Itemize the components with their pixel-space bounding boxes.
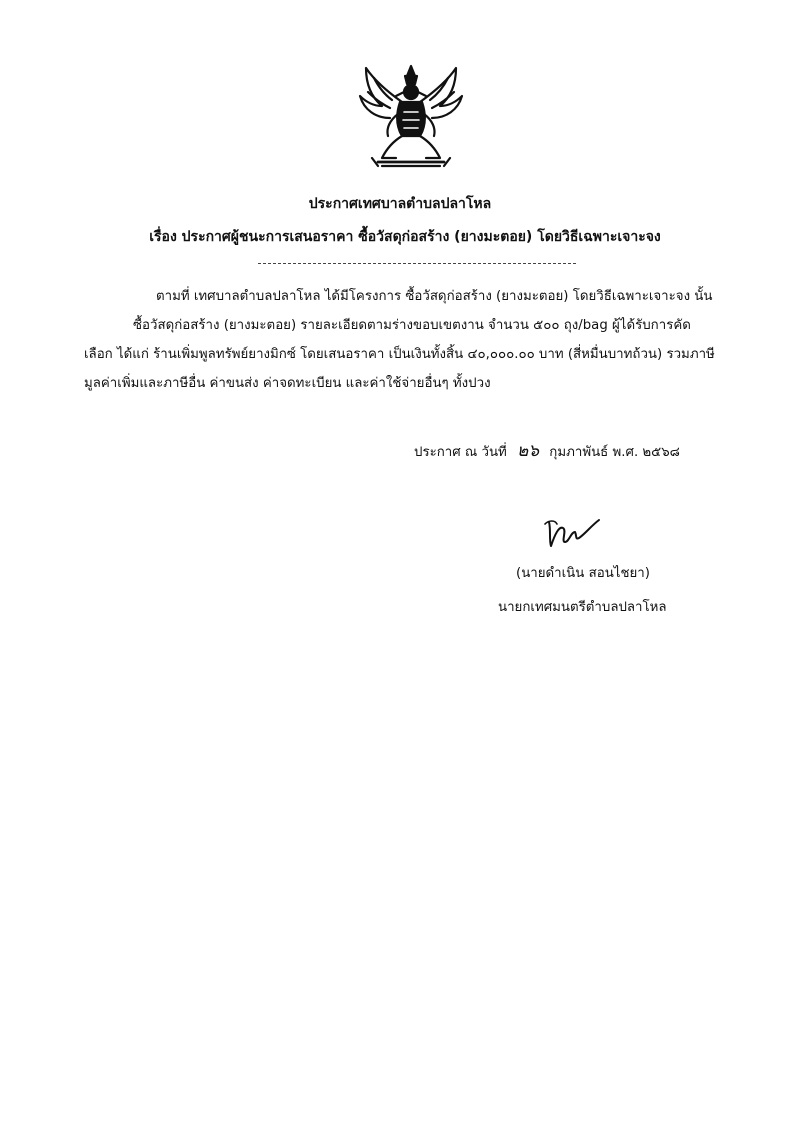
garuda-emblem-icon bbox=[352, 62, 470, 172]
document-title: ประกาศเทศบาลตำบลปลาโหล bbox=[308, 196, 492, 212]
signer-name: (นายดำเนิน สอนไชยา) bbox=[516, 566, 650, 581]
announcement-body bbox=[84, 282, 715, 398]
body-line: เลือก ได้แก่ ร้านเพิ่มพูลทรัพย์ยางมิกซ์ โดยเสนอราคา เป็นเงินทั้งสิ้น ๔๐,๐๐๐.๐๐ บาท (สี่หมื่นบาทถ้วน) รวมภาษี bbox=[84, 347, 715, 362]
body-line: ซื้อวัสดุก่อสร้าง (ยางมะตอย) รายละเอียดตามร่างขอบเขตงาน จำนวน ๕๐๐ ถุง/bag ผู้ได้รับการคัด bbox=[133, 318, 691, 333]
date-month-year: กุมภาพันธ์ พ.ศ. ๒๕๖๘ bbox=[549, 445, 680, 460]
signature-icon bbox=[541, 516, 603, 550]
date-prefix: ประกาศ ณ วันที่ bbox=[414, 445, 507, 460]
body-line: ตามที่ เทศบาลตำบลปลาโหล ได้มีโครงการ ซื้อวัสดุก่อสร้าง (ยางมะตอย) โดยวิธีเฉพาะเจาะจง นั้น bbox=[156, 289, 713, 304]
document-subject: เรื่อง ประกาศผู้ชนะการเสนอราคา ซื้อวัสดุก่อสร้าง (ยางมะตอย) โดยวิธีเฉพาะเจาะจง bbox=[149, 229, 661, 245]
body-line: มูลค่าเพิ่มและภาษีอื่น ค่าขนส่ง ค่าจดทะเบียน และค่าใช้จ่ายอื่นๆ ทั้งปวง bbox=[84, 376, 491, 391]
date-day: ๒๖ bbox=[517, 441, 540, 461]
announcement-date bbox=[414, 437, 680, 464]
signer-position: นายกเทศมนตรีตำบลปลาโหล bbox=[498, 600, 667, 615]
divider bbox=[258, 263, 576, 264]
